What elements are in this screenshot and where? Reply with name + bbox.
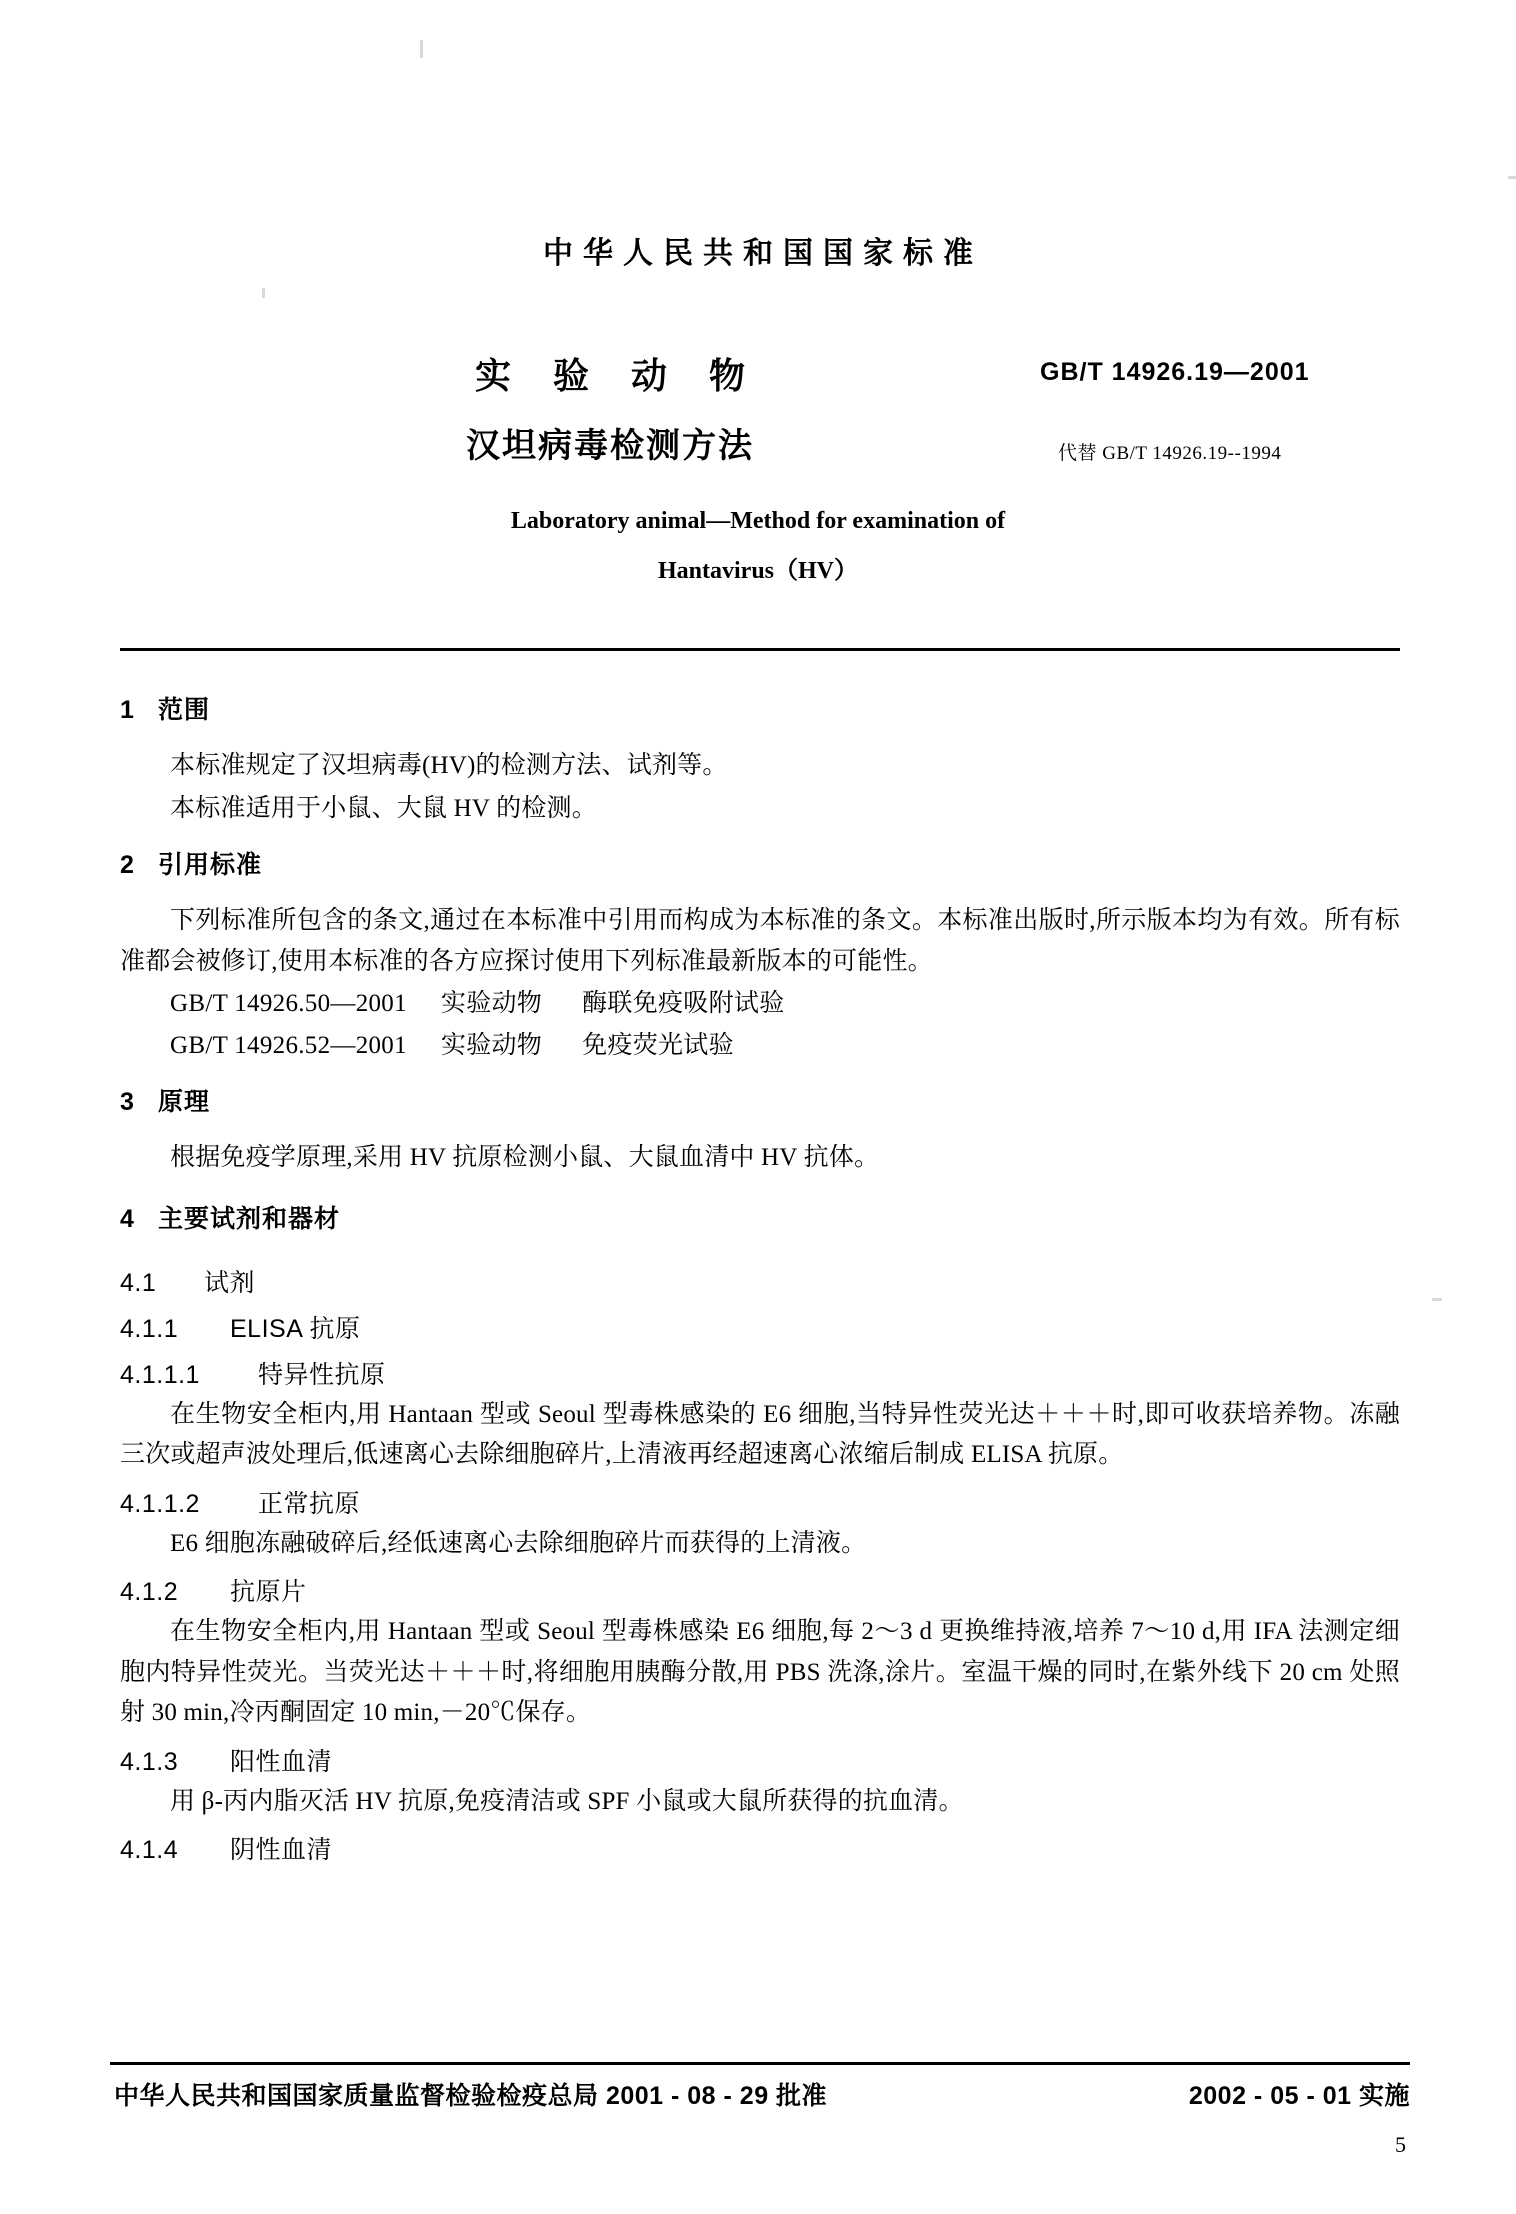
section-heading-4-1 bbox=[120, 1263, 1400, 1299]
section-title-4-1: 试剂 bbox=[204, 1268, 256, 1297]
referenced-standard-2-item: 免疫荧光试验 bbox=[582, 1032, 734, 1059]
section-heading-4-1-2 bbox=[120, 1572, 1400, 1608]
section-title-2: 引用标准 bbox=[158, 851, 263, 879]
footer-approval-text: 中华人民共和国国家质量监督检验检疫总局 2001 - 08 - 29 批准 bbox=[114, 2082, 828, 2110]
section-heading-4-1-4 bbox=[120, 1830, 1400, 1866]
section-title-4-1-1-1: 特异性抗原 bbox=[258, 1360, 386, 1389]
scan-mark bbox=[420, 40, 423, 58]
section-1-paragraph-2: 本标准适用于小鼠、大鼠 HV 的检测。 bbox=[170, 794, 597, 822]
referenced-standard-2-code: GB/T 14926.52—2001 bbox=[170, 1032, 407, 1059]
section-number-4-1-1-1: 4.1.1.1 bbox=[120, 1360, 200, 1389]
national-standard-heading: 中华人民共和国国家标准 bbox=[543, 237, 983, 270]
section-title-1: 范围 bbox=[158, 696, 211, 724]
document-body bbox=[120, 690, 1400, 1870]
referenced-standard-1-name: 实验动物 bbox=[440, 990, 543, 1017]
section-number-4-1-1-2: 4.1.1.2 bbox=[120, 1489, 200, 1518]
footer-divider bbox=[110, 2062, 1410, 2065]
section-heading-4-1-1 bbox=[120, 1309, 1400, 1345]
section-heading-2 bbox=[120, 845, 1400, 881]
document-title-line2: 汉坦病毒检测方法 bbox=[466, 427, 754, 465]
section-title-4-1-4: 阴性血清 bbox=[230, 1836, 333, 1864]
referenced-standard-2 bbox=[120, 1026, 1400, 1066]
scan-mark bbox=[1508, 176, 1516, 179]
section-number-4-1-1: 4.1.1 bbox=[120, 1314, 179, 1343]
referenced-standard-1-code: GB/T 14926.50—2001 bbox=[170, 990, 407, 1017]
section-number-3: 3 bbox=[120, 1088, 135, 1116]
section-title-3: 原理 bbox=[158, 1088, 211, 1116]
section-number-2: 2 bbox=[120, 851, 135, 879]
section-heading-4-1-3 bbox=[120, 1742, 1400, 1778]
section-number-4-1-3: 4.1.3 bbox=[120, 1747, 179, 1776]
referenced-standard-1 bbox=[120, 984, 1400, 1024]
referenced-standard-1-item: 酶联免疫吸附试验 bbox=[582, 990, 785, 1017]
scan-mark bbox=[262, 288, 265, 298]
section-heading-3 bbox=[120, 1082, 1400, 1118]
section-2-paragraph-1: 下列标准所包含的条文,通过在本标准中引用而构成为本标准的条文。本标准出版时,所示版本均为有效。所有标准都会被修订,使用本标准的各方应探讨使用下列标准最新版本的可能性。 bbox=[120, 907, 1400, 975]
section-number-4-1-2: 4.1.2 bbox=[120, 1578, 179, 1606]
standard-number: GB/T 14926.19—2001 bbox=[1040, 358, 1310, 386]
page-number: 5 bbox=[1395, 2132, 1406, 2157]
section-4-1-1-1-paragraph: 在生物安全柜内,用 Hantaan 型或 Seoul 型毒株感染的 E6 细胞,当特异性荧光达＋＋＋时,即可收获培养物。冻融三次或超声波处理后,低速离心去除细胞碎片,上清液再经超速离心浓缩后制成 ELISA 抗原。 bbox=[120, 1400, 1400, 1468]
section-title-4-1-1-2: 正常抗原 bbox=[258, 1489, 361, 1518]
english-title-line1: Laboratory animal—Method for examination of bbox=[510, 508, 1006, 534]
section-heading-1 bbox=[120, 690, 1400, 726]
section-4-1-3-paragraph: 用 β-丙内脂灭活 HV 抗原,免疫清洁或 SPF 小鼠或大鼠所获得的抗血清。 bbox=[170, 1787, 964, 1815]
section-3-paragraph-1: 根据免疫学原理,采用 HV 抗原检测小鼠、大鼠血清中 HV 抗体。 bbox=[170, 1144, 880, 1171]
section-title-4: 主要试剂和器材 bbox=[158, 1204, 341, 1233]
section-heading-4 bbox=[120, 1199, 1400, 1235]
section-heading-4-1-1-2 bbox=[120, 1484, 1400, 1520]
section-number-4-1-4: 4.1.4 bbox=[120, 1836, 179, 1864]
section-title-4-1-1: ELISA 抗原 bbox=[230, 1314, 361, 1343]
header-divider bbox=[120, 648, 1400, 651]
section-title-4-1-3: 阳性血清 bbox=[230, 1747, 333, 1776]
section-heading-4-1-1-1 bbox=[120, 1355, 1400, 1391]
referenced-standard-2-name: 实验动物 bbox=[440, 1032, 543, 1059]
standard-replaces: 代替 GB/T 14926.19--1994 bbox=[1058, 443, 1282, 464]
section-4-1-2-paragraph: 在生物安全柜内,用 Hantaan 型或 Seoul 型毒株感染 E6 细胞,每 2～3 d 更换维持液,培养 7～10 d,用 IFA 法测定细胞内特异性荧光。当荧光达＋＋＋时,将细胞用胰酶分散,用 PBS 洗涤,涂片。室温干燥的同时,在紫外线下 20 cm 处照射 30 min,冷丙酮固定 10 min,－20℃保存。 bbox=[120, 1618, 1401, 1726]
scan-mark bbox=[1432, 1298, 1442, 1301]
footer-effective-date: 2002 - 05 - 01 实施 bbox=[1188, 2082, 1410, 2110]
section-number-4: 4 bbox=[120, 1204, 135, 1233]
section-number-4-1: 4.1 bbox=[120, 1268, 157, 1297]
section-title-4-1-2: 抗原片 bbox=[230, 1578, 307, 1606]
english-title-line2: Hantavirus（HV） bbox=[657, 558, 858, 584]
document-title-line1: 实 验 动 物 bbox=[474, 355, 761, 396]
section-4-1-1-2-paragraph: E6 细胞冻融破碎后,经低速离心去除细胞碎片而获得的上清液。 bbox=[170, 1529, 867, 1557]
section-1-paragraph-1: 本标准规定了汉坦病毒(HV)的检测方法、试剂等。 bbox=[170, 752, 728, 779]
section-number-1: 1 bbox=[120, 696, 135, 724]
